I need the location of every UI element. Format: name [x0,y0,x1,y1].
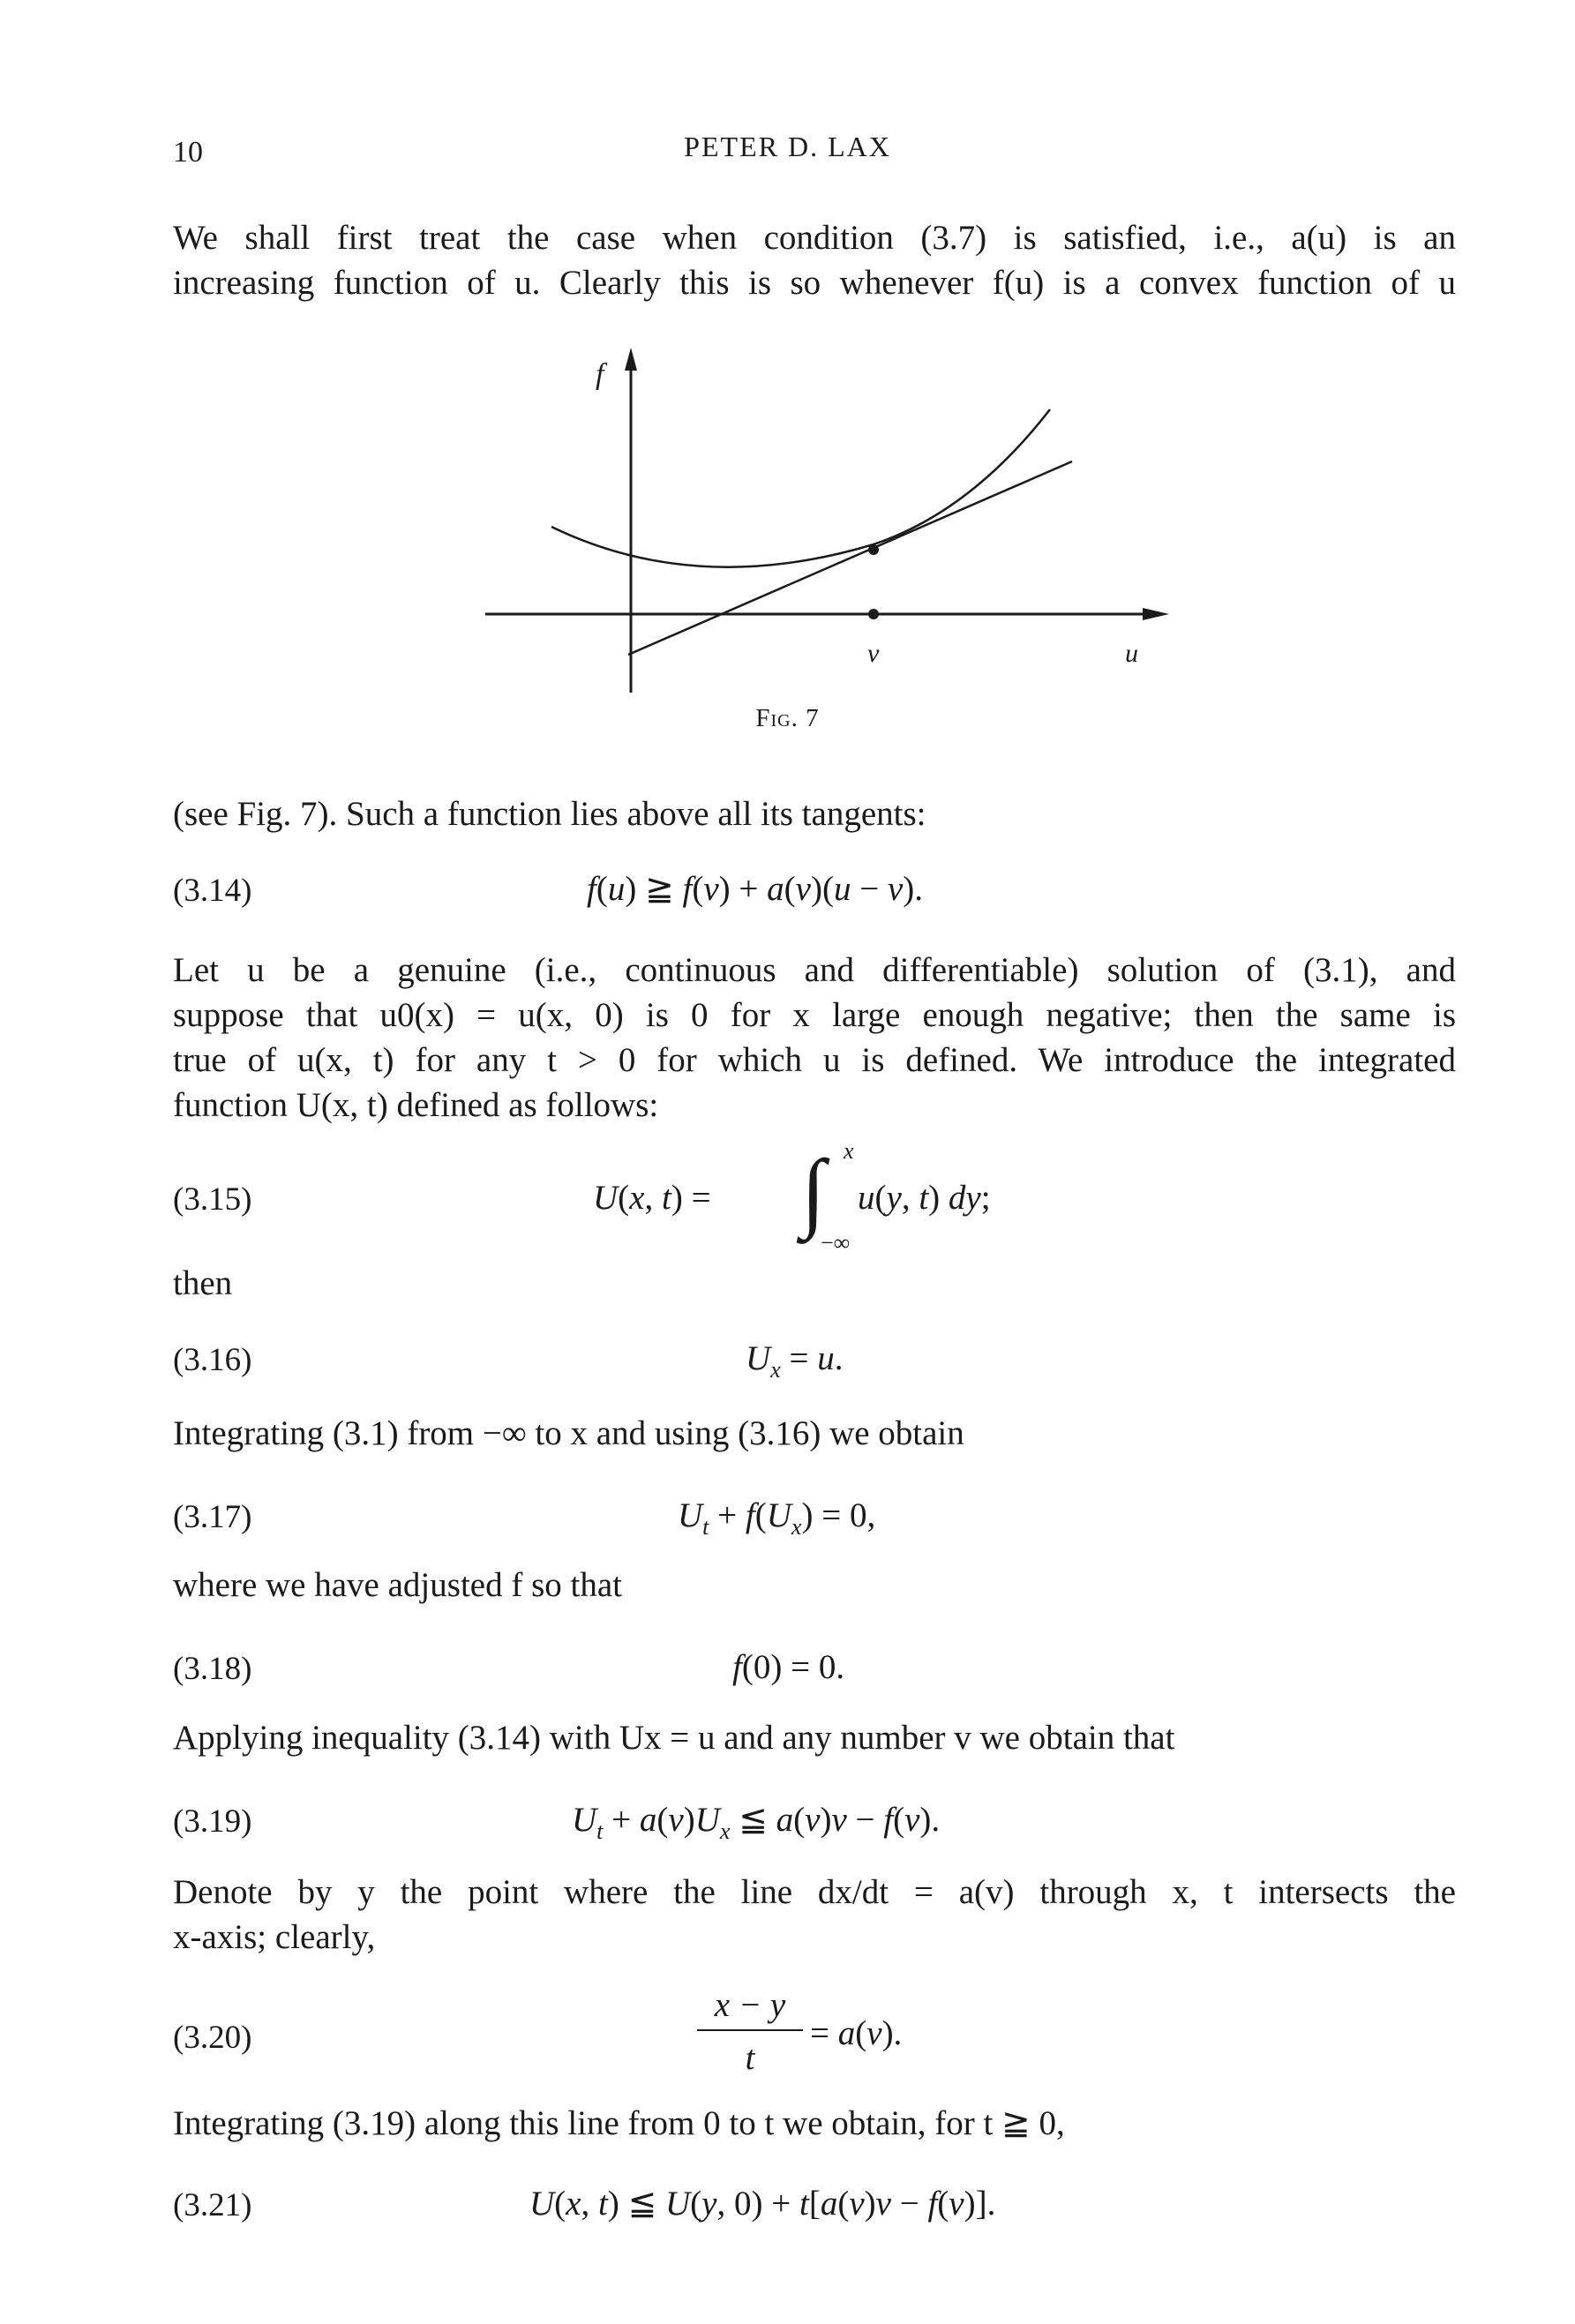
equation-3-17: $U_t + f(U_x) = 0$, [678,1496,876,1540]
equation-3-16: $U_x = u$. [746,1339,844,1383]
tangent-point [868,544,879,555]
paragraph-line: We shall first treat the case when condition (3.7) is satisfied, i.e., a(u) is an [173,219,1456,257]
horizontal-axis-arrow [1143,608,1169,620]
integral-sign: ∫ [801,1142,826,1240]
vertical-axis-arrow [625,348,637,371]
equation-number: (3.16) [173,1342,252,1378]
equation-3-21: U(x, t) ≦ U(y, 0) + t[a(v)v − f(v)]. [529,2185,996,2223]
paragraph-line: Denote by y the point where the line dx/dt = a(v) through x, t intersects the [173,1873,1456,1911]
page-number: 10 [173,136,203,169]
equation-number: (3.14) [173,873,252,909]
running-head: PETER D. LAX [684,131,891,162]
paragraph-line: suppose that u0(x) = u(x, 0) is 0 for x large enough negative; then the same is [173,996,1456,1034]
equation-3-15-lhs: U(x, t) = [593,1179,711,1217]
paragraph-line: Integrating (3.1) from −∞ to x and using (3.16) we obtain [173,1414,964,1452]
equation-3-14: f(u) ≧ f(v) + a(v)(u − v). [587,870,924,908]
equation-number: (3.15) [173,1181,252,1218]
equation-3-19: $U_t + a(v)U_x$ ≦ a(v)v − f(v). [572,1801,941,1844]
paragraph-line: Applying inequality (3.14) with Ux = u and any number v we obtain that [173,1719,1175,1757]
equation-number: (3.17) [173,1499,252,1535]
paragraph-line: Integrating (3.19) along this line from 0 to t we obtain, for t ≧ 0, [173,2104,1065,2142]
paragraph-line: x-axis; clearly, [173,1918,376,1956]
equation-number: (3.19) [173,1803,252,1840]
paragraph-line: (see Fig. 7). Such a function lies above all its tangents: [173,795,926,833]
point-v-on-axis [868,609,879,619]
integral-lower-limit: −∞ [821,1230,851,1256]
fraction-bar [697,2029,803,2031]
paragraph-line: increasing function of u. Clearly this is so whenever f(u) is a convex function of u [173,264,1456,302]
integral-upper-limit: x [844,1138,854,1164]
fraction-numerator: x − y [714,1986,786,2024]
equation-3-20-rhs: = a(v). [810,2014,903,2052]
figure-convex-tangent [476,344,1182,697]
paragraph-line: function U(x, t) defined as follows: [173,1086,659,1124]
paragraph-line: Let u be a genuine (i.e., continuous and differentiable) solution of (3.1), and [173,951,1456,989]
paragraph-line: where we have adjusted f so that [173,1566,622,1604]
equation-number: (3.18) [173,1651,252,1687]
label-u: u [1125,639,1138,668]
figure-caption: Fig. 7 [755,704,820,732]
equation-3-15-integrand: u(y, t) dy; [858,1179,991,1217]
equation-number: (3.20) [173,2020,252,2056]
label-f: f [596,358,604,391]
equation-3-18: f(0) = 0. [732,1648,845,1686]
paragraph-line: then [173,1264,233,1302]
tangent-line [628,461,1072,655]
paragraph-line: true of u(x, t) for any t > 0 for which u is defined. We introduce the integrated [173,1041,1456,1079]
fraction-denominator: t [745,2039,755,2077]
equation-number: (3.21) [173,2187,252,2223]
convex-curve [551,409,1050,567]
label-v: v [867,639,880,668]
